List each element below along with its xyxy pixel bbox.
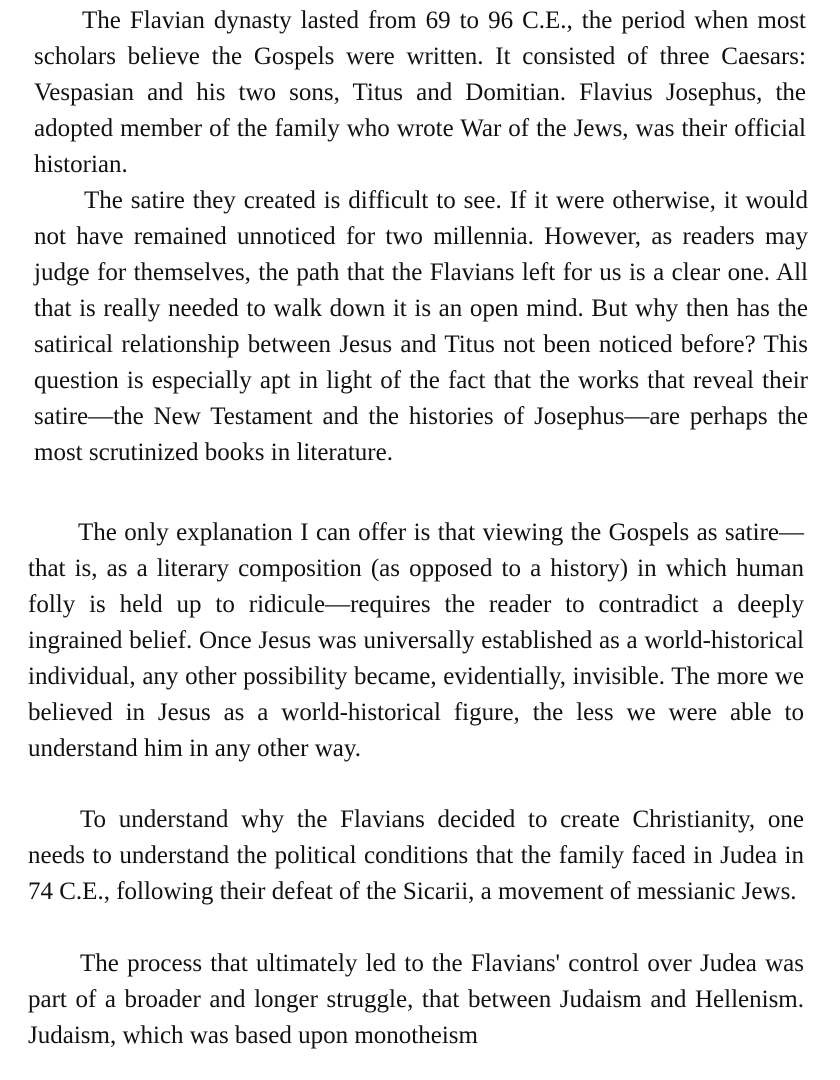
- paragraph-only-explanation: The only explanation I can offer is that viewing the Gospels as satire—that is, as a literary composition (as opposed to a history) in which human folly is held up to ridicule—requires the reader to contradict a deeply ingrained belief. Once Jesus was universally established as a world-historical individual, any other possibility became, evidentially, invisible. The more we believed in Jesus as a world-historical figure, the less we were able to understand him in any other way.: [28, 519, 804, 762]
- paragraph-flavian-dynasty: The Flavian dynasty lasted from 69 to 96 C.E., the period when most scholars believe the Gospels were written. It consisted of three Caesars: Vespasian and his two sons, Titus and Domitian. Flavius Josephus, the adopted member of the family who wrote War of the Jews, was their official historian.: [34, 7, 806, 178]
- paragraph-political-conditions: To understand why the Flavians decided to create Christianity, one needs to understand the political conditions that the family faced in Judea in 74 C.E., following their defeat of the Sicarii, a movement of messianic Jews.: [28, 806, 804, 905]
- paragraph-satire-difficult: The satire they created is difficult to see. If it were otherwise, it would not have remained unnoticed for two millennia. However, as readers may judge for themselves, the path that the Flavians left for us is a clear one. All that is really needed to walk down it is an open mind. But why then has the satirical relationship between Jesus and Titus not been noticed before? This question is especially apt in light of the fact that the works that reveal their satire—the New Testament and the histories of Josephus—are perhaps the most scrutinized books in literature.: [34, 187, 808, 466]
- paragraph-judaism-hellenism: The process that ultimately led to the Flavians' control over Judea was part of a broader and longer struggle, that between Judaism and Hellenism. Judaism, which was based upon monotheism: [28, 950, 804, 1049]
